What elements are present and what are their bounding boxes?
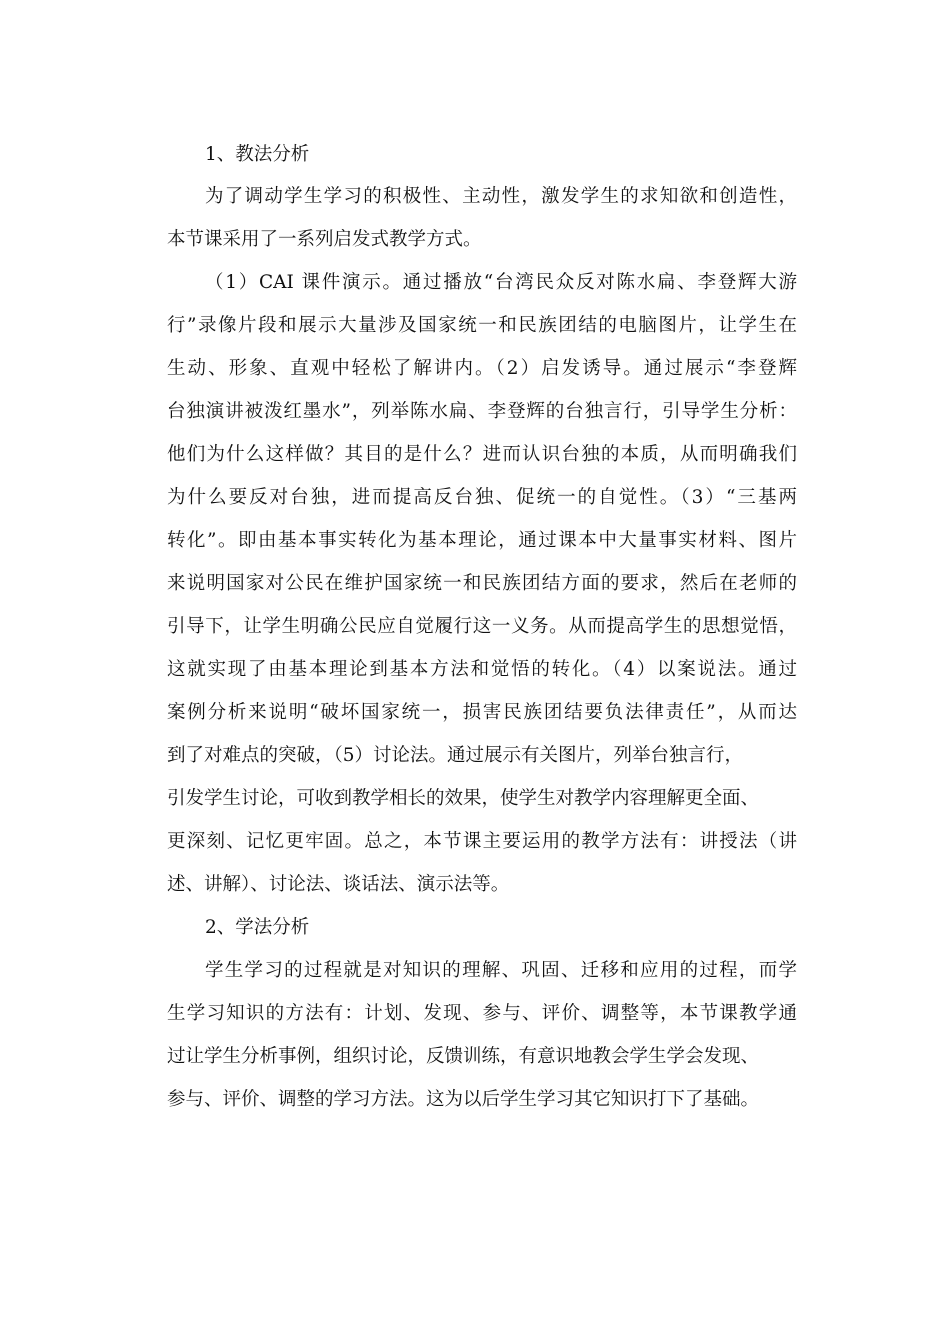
paragraph-line: 引导下，让学生明确公民应自觉履行这一义务。从而提高学生的思想觉悟，	[167, 616, 797, 637]
paragraph-line: 这就实现了由基本理论到基本方法和觉悟的转化。（4）以案说法。通过	[167, 659, 797, 680]
paragraph-line: 行”录像片段和展示大量涉及国家统一和民族团结的电脑图片，让学生在	[167, 315, 797, 336]
paragraph-line: 过让学生分析事例，组织讨论，反馈训练，有意识地教会学生学会发现、	[167, 1046, 760, 1067]
paragraph-line: （1）CAI 课件演示。通过播放“台湾民众反对陈水扁、李登辉大游	[205, 272, 797, 293]
paragraph-line: 为了调动学生学习的积极性、主动性，激发学生的求知欲和创造性，	[205, 186, 797, 207]
paragraph-line: 本节课采用了一系列启发式教学方式。	[167, 229, 482, 250]
paragraph-line: 引发学生讨论，可收到教学相长的效果，使学生对教学内容理解更全面、	[167, 788, 760, 809]
paragraph-line: 更深刻、记忆更牢固。总之，本节课主要运用的教学方法有：讲授法（讲	[167, 831, 797, 852]
paragraph-line: 参与、评价、调整的学习方法。这为以后学生学习其它知识打下了基础。	[167, 1089, 760, 1110]
section-heading-teaching-method: 1、教法分析	[205, 144, 310, 165]
paragraph-line: 生动、形象、直观中轻松了解讲内。（2）启发诱导。通过展示“李登辉	[167, 358, 797, 379]
section-heading-learning-method: 2、学法分析	[205, 917, 310, 938]
paragraph-line: 到了对难点的突破，（5）讨论法。通过展示有关图片，列举台独言行，	[167, 745, 744, 766]
paragraph-line: 来说明国家对公民在维护国家统一和民族团结方面的要求，然后在老师的	[167, 573, 797, 594]
paragraph-line: 为什么要反对台独，进而提高反台独、促统一的自觉性。（3）“三基两	[167, 487, 797, 508]
paragraph-line: 述、讲解）、讨论法、谈话法、演示法等。	[167, 874, 510, 895]
paragraph-line: 学生学习的过程就是对知识的理解、巩固、迁移和应用的过程，而学	[205, 960, 797, 981]
paragraph-line: 台独演讲被泼红墨水”，列举陈水扁、李登辉的台独言行，引导学生分析：	[167, 401, 797, 422]
paragraph-line: 案例分析来说明“破坏国家统一，损害民族团结要负法律责任”，从而达	[167, 702, 797, 723]
paragraph-line: 转化”。即由基本事实转化为基本理论，通过课本中大量事实材料、图片	[167, 530, 797, 551]
paragraph-line: 生学习知识的方法有：计划、发现、参与、评价、调整等，本节课教学通	[167, 1003, 797, 1024]
paragraph-line: 他们为什么这样做？其目的是什么？进而认识台独的本质，从而明确我们	[167, 444, 797, 465]
